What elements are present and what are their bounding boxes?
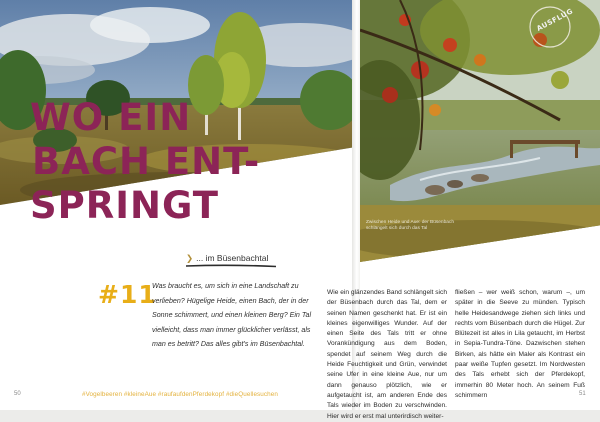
hashtag-line: #Vogelbeeren #kleineAue #raufaufdenPferdekopf #dieQuellesuchen	[82, 391, 278, 398]
category-badge: AUSFLUG	[535, 7, 575, 33]
article-title	[30, 96, 260, 228]
brushstroke-underline	[186, 264, 276, 268]
chevron-right-icon: ❯	[186, 253, 194, 263]
page-number-right: 51	[579, 391, 586, 397]
photo-caption: Zwischen Heide und Aue: der Büsenbach schlängelt sich durch das Tal	[366, 220, 454, 231]
title-line-1: WO EIN	[30, 96, 192, 139]
title-line-3: SPRINGT	[30, 184, 219, 227]
subtitle-text: ... im Büsenbachtal	[196, 253, 269, 263]
intro-paragraph: Was braucht es, um sich in eine Landschaft zu verlieben? Hügelige Heide, einen Bach, der in der Sonne schimmert, und einen kleinen Berg? Ein Tal vielleicht, dass man immer glücklicher verlässt, als man es betritt? Das alles gibt's im Büsenbachtal.	[152, 282, 312, 349]
page-number-left: 50	[14, 391, 21, 397]
body-column-1: Wie ein glänzendes Band schlängelt sich der Büsenbach durch das Tal, dem er seinen Namen geschenkt hat. Er ist ein kleines eigenwilliges Wunder. Auf der einen Seite des Tals tritt er ohne Vorankündigung aus dem Boden, spendet auf seinem Weg durch die Heide Feuchtigkeit und Grün, verwindet seine Ufer in eine kleine Aue, nur um dann genauso plötzlich, wie er aufgetaucht ist, am anderen Ende des Tals wieder im Boden zu verschwinden. Hier wird er erst mal unterirdisch weiter-	[327, 289, 447, 420]
title-line-2: BACH ENT-	[32, 140, 261, 183]
article-subtitle	[186, 253, 268, 264]
chapter-number: #11	[98, 280, 157, 309]
body-column-2: fließen – wer weiß schon, warum –, um später in die Seeve zu münden. Typisch helle Heidesandwege ziehen sich links und rechts vom Büsenbach durch die Hügel. Zur Blütezeit ist alles in Lila getaucht, im Herbst in Sepia-Tundra-Töne. Dazwischen stehen Birken, als hätte ein Maler als Kontrast ein paar weiße Tupfen gesetzt. Im Nordwesten des Tals erhebt sich der Pferdekopf, immerhin 80 Meter hoch. An seinem Fuß schimmern	[455, 289, 585, 399]
